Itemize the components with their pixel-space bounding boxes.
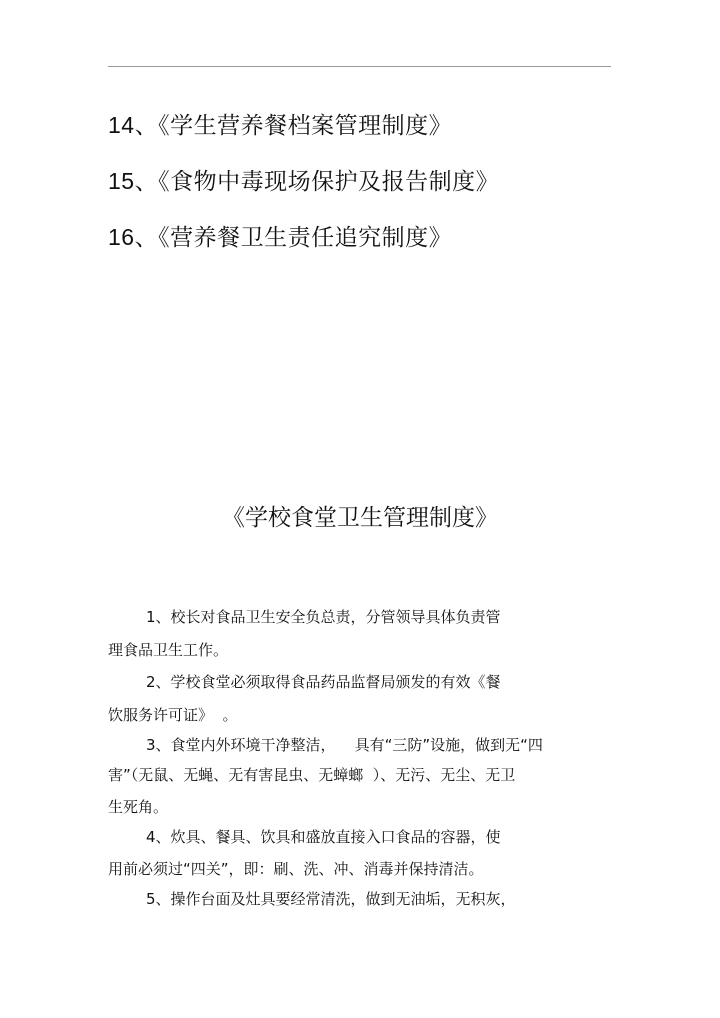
- paragraph-line: 害”（无鼠、无蝇、无有害昆虫、无蟑螂 ）、无污、无尘、无卫: [108, 766, 516, 784]
- paragraph-line: 用前必须过“四关”，即：刷、洗、冲、消毒并保持清洁。: [108, 860, 484, 878]
- list-item-number: 14: [108, 112, 135, 138]
- list-item-text: 《营养餐卫生责任追究制度》: [158, 225, 453, 251]
- list-item-separator: 、: [134, 225, 159, 251]
- paragraph-line: 生死角。: [108, 798, 169, 816]
- list-item-separator: 、: [134, 169, 159, 195]
- paragraph-line: 5、操作台面及灶具要经常清洗，做到无油垢，无积灰，: [146, 890, 516, 908]
- list-item-number: 15: [108, 168, 135, 194]
- list-item-14: [108, 114, 452, 138]
- list-item-text: 《食物中毒现场保护及报告制度》: [158, 169, 500, 195]
- paragraph-line: 3、食堂内外环境干净整洁， 具有“三防”设施，做到无“四: [146, 736, 543, 754]
- paragraph-line: 饮服务许可证》 。: [108, 706, 238, 724]
- paragraph-line: 2、学校食堂必须取得食品药品监督局颁发的有效《餐: [146, 673, 501, 691]
- header-divider: [108, 66, 611, 67]
- document-title: 《学校食堂卫生管理制度》: [222, 505, 498, 531]
- list-item-separator: 、: [134, 113, 159, 139]
- list-item-16: [108, 226, 452, 250]
- list-item-text: 《学生营养餐档案管理制度》: [158, 113, 453, 139]
- paragraph-line: 理食品卫生工作。: [108, 641, 229, 659]
- paragraph-line: 1、校长对食品卫生安全负总责，分管领导具体负责管: [146, 608, 501, 626]
- list-item-15: [108, 170, 499, 194]
- list-item-number: 16: [108, 224, 135, 250]
- paragraph-line: 4、炊具、餐具、饮具和盛放直接入口食品的容器，使: [146, 828, 501, 846]
